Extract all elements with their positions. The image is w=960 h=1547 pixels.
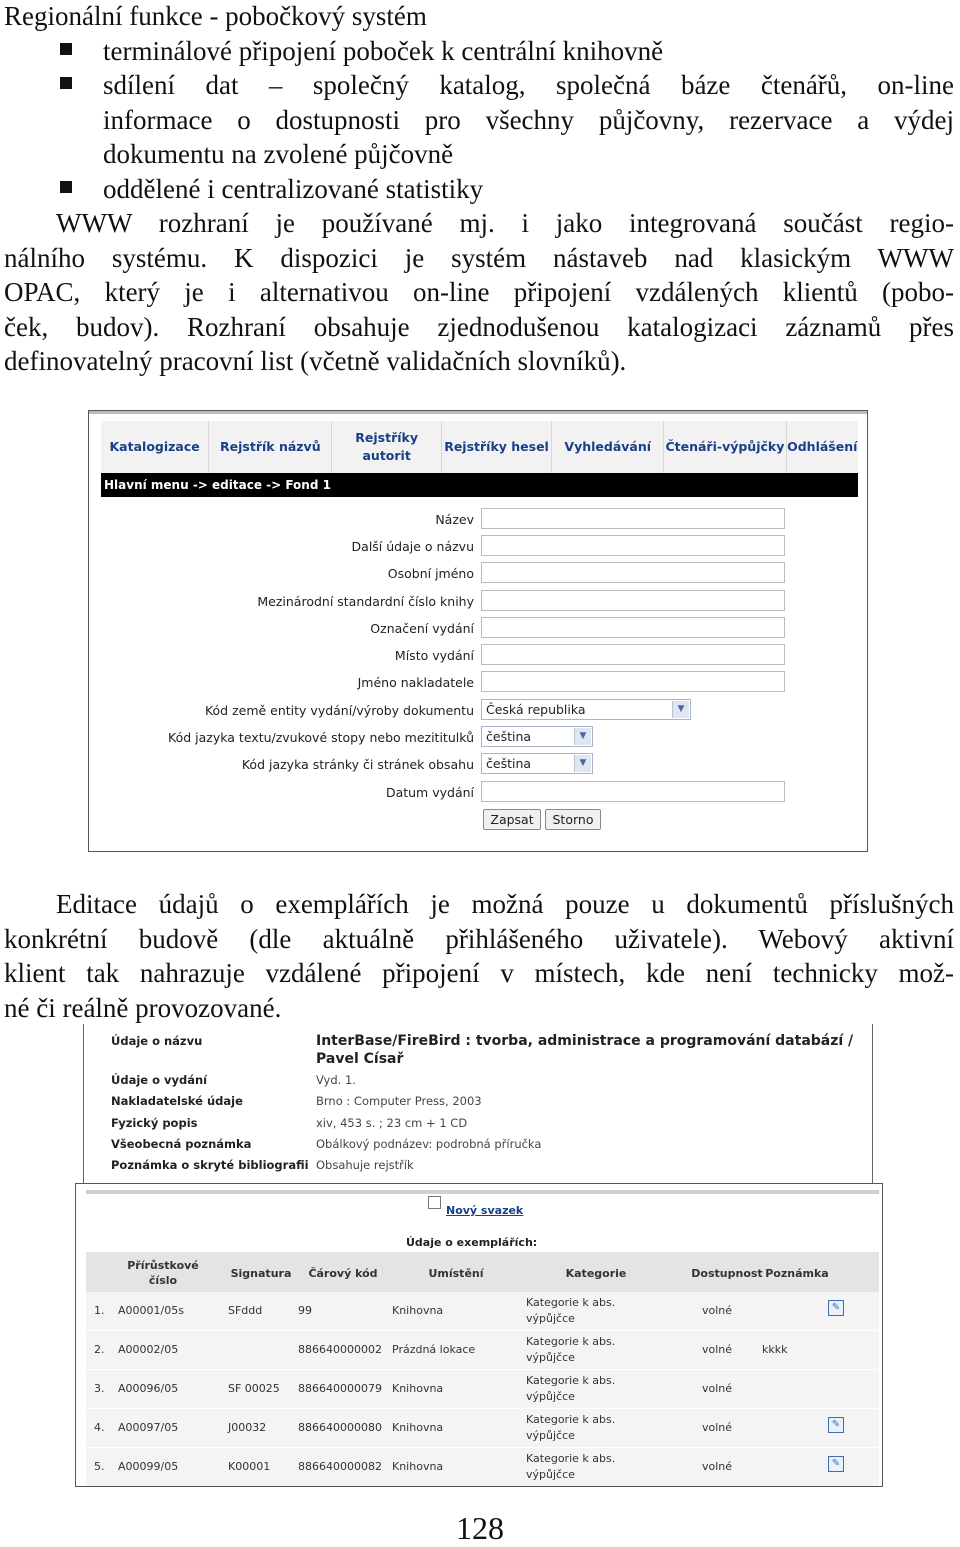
- new-volume-checkbox[interactable]: [428, 1196, 441, 1209]
- middle-text: [4, 887, 954, 1025]
- subtitle-input[interactable]: [481, 535, 785, 556]
- copies-table-screenshot: [75, 1183, 883, 1487]
- row-number: 5.: [94, 1460, 105, 1473]
- edit-icon[interactable]: ✎: [828, 1300, 844, 1316]
- record-field-label: Poznámka o skryté bibliografii: [111, 1158, 309, 1172]
- catalog-form: [89, 411, 867, 851]
- publisher-input[interactable]: [481, 671, 785, 692]
- window-top-border: [86, 1190, 879, 1194]
- isbn-input[interactable]: [481, 590, 785, 611]
- bullet-text: informace o dostupnosti pro všechny půjčovny, rezervace a výdej: [103, 104, 954, 135]
- paragraph-line: Editace údajů o exemplářích je možná pouze u dokumentů příslušných: [56, 889, 954, 919]
- page-number: 128: [456, 1510, 504, 1546]
- category: výpůjčce: [526, 1312, 575, 1325]
- barcode: 886640000082: [298, 1460, 382, 1473]
- bullet-square-icon: [60, 181, 72, 193]
- record-author: Pavel Císař: [316, 1051, 404, 1067]
- field-label: Další údaje o názvu: [351, 539, 474, 554]
- chevron-down-icon[interactable]: ▼: [574, 755, 591, 772]
- record-field-value: Obsahuje rejstřík: [316, 1158, 414, 1172]
- menu-item-rejstriky-autorit[interactable]: Rejstříky autorit: [332, 421, 442, 473]
- record-field-value: Obálkový podnázev: podrobná příručka: [316, 1137, 542, 1151]
- field-label: Místo vydání: [394, 648, 474, 663]
- field-label: Kód země entity vydání/výroby dokumentu: [204, 703, 474, 718]
- menu-item-rejstriky-hesel[interactable]: Rejstříky hesel: [442, 421, 552, 473]
- availability: volné: [702, 1382, 733, 1395]
- field-label: Jméno nakladatele: [357, 675, 474, 690]
- category: Kategorie k abs.: [526, 1452, 616, 1465]
- accession-number: A00096/05: [118, 1382, 179, 1395]
- record-title: [316, 1032, 853, 1068]
- title-input[interactable]: [481, 508, 785, 529]
- edition-input[interactable]: [481, 617, 785, 638]
- menu-item-katalogizace[interactable]: Katalogizace: [101, 421, 209, 473]
- row-number: 1.: [94, 1304, 105, 1317]
- section-title: Regionální funkce - pobočkový systém: [4, 1, 427, 31]
- barcode: 886640000079: [298, 1382, 382, 1395]
- location: Knihovna: [392, 1460, 444, 1473]
- paragraph-line: definovatelný pracovní list (včetně validačních slovníků).: [4, 346, 627, 376]
- column-header: Dostupnost: [691, 1267, 763, 1280]
- edit-icon[interactable]: ✎: [828, 1456, 844, 1472]
- contents-language-value: čeština: [486, 756, 532, 771]
- field-label: Osobní jméno: [387, 566, 474, 581]
- paragraph-line: konkrétní budově (dle aktuálně přihlášeného uživatele). Webový aktivní: [4, 923, 954, 954]
- field-label: Datum vydání: [385, 785, 474, 800]
- record-field-value: Brno : Computer Press, 2003: [316, 1094, 482, 1108]
- category: výpůjčce: [526, 1468, 575, 1481]
- record-field-label: Fyzický popis: [111, 1116, 198, 1130]
- location: Knihovna: [392, 1421, 444, 1434]
- column-header: Poznámka: [765, 1267, 829, 1280]
- row-number: 4.: [94, 1421, 105, 1434]
- paragraph-line: OPAC, který je i alternativou on-line připojení vzdálených klientů (pobo-: [4, 277, 954, 307]
- accession-number: A00097/05: [118, 1421, 179, 1434]
- bullet-text: oddělené i centralizované statistiky: [103, 173, 484, 204]
- edit-icon[interactable]: ✎: [828, 1417, 844, 1433]
- paragraph-line: nálního systému. K dispozici je systém nástaveb nad klasickým WWW: [4, 242, 954, 273]
- table-row: [86, 1370, 879, 1409]
- table-row: [86, 1409, 879, 1448]
- barcode: 99: [298, 1304, 312, 1317]
- personal-name-input[interactable]: [481, 562, 785, 583]
- record-title-line: InterBase/FireBird : tvorba, administrace a programování databází /: [316, 1033, 854, 1049]
- text-language-value: čeština: [486, 729, 532, 744]
- note: kkkk: [762, 1343, 788, 1356]
- barcode: 886640000080: [298, 1421, 382, 1434]
- column-header: Signatura: [230, 1267, 292, 1280]
- column-header: Umístění: [428, 1267, 484, 1280]
- field-label: Kód jazyka stránky či stránek obsahu: [241, 757, 474, 772]
- row-number: 3.: [94, 1382, 105, 1395]
- category: Kategorie k abs.: [526, 1296, 616, 1309]
- new-volume-link[interactable]: Nový svazek: [446, 1204, 524, 1217]
- signature: SF 00025: [228, 1382, 280, 1395]
- record-field-label: Nakladatelské údaje: [111, 1094, 243, 1108]
- breadcrumb: Hlavní menu -> editace -> Fond 1: [101, 473, 858, 497]
- save-button[interactable]: Zapsat: [483, 809, 541, 830]
- paragraph-line: né či reálně provozované.: [4, 992, 282, 1023]
- signature: K00001: [228, 1460, 271, 1473]
- menu-item-ctenari-vypujcky[interactable]: Čtenáři-výpůjčky: [664, 421, 786, 473]
- availability: volné: [702, 1304, 733, 1317]
- field-label: Označení vydání: [370, 621, 474, 636]
- cancel-button[interactable]: Storno: [545, 809, 601, 830]
- table-row: [86, 1292, 879, 1331]
- field-label: Název: [435, 512, 474, 527]
- location: Knihovna: [392, 1382, 444, 1395]
- intro-text: [4, 0, 954, 379]
- bullet-square-icon: [60, 43, 72, 55]
- date-input[interactable]: [481, 781, 785, 802]
- record-field-label: Údaje o vydání: [111, 1073, 208, 1087]
- record-field-value: xiv, 453 s. ; 23 cm + 1 CD: [316, 1116, 468, 1130]
- bullet-text: dokumentu na zvolené půjčovně: [103, 139, 454, 169]
- category: Kategorie k abs.: [526, 1413, 616, 1426]
- location: Prázdná lokace: [392, 1343, 476, 1356]
- bullet-square-icon: [60, 77, 72, 89]
- table-caption: Údaje o exemplářích:: [406, 1236, 538, 1249]
- barcode: 886640000002: [298, 1343, 382, 1356]
- column-header: Přírůstkové číslo: [127, 1259, 199, 1287]
- accession-number: A00002/05: [118, 1343, 179, 1356]
- chevron-down-icon[interactable]: ▼: [672, 701, 689, 718]
- text-language-select[interactable]: [481, 726, 593, 747]
- chevron-down-icon[interactable]: ▼: [574, 728, 591, 745]
- availability: volné: [702, 1460, 733, 1473]
- category: Kategorie k abs.: [526, 1335, 616, 1348]
- column-header: Kategorie: [565, 1267, 627, 1280]
- record-field-value: Vyd. 1.: [316, 1073, 356, 1087]
- paragraph-line: WWW rozhraní je používané mj. i jako integrovaná součást regio-: [56, 208, 954, 238]
- accession-number: A00099/05: [118, 1460, 179, 1473]
- contents-language-select[interactable]: [481, 753, 593, 774]
- place-input[interactable]: [481, 644, 785, 665]
- category: výpůjčce: [526, 1429, 575, 1442]
- signature: SFddd: [228, 1304, 263, 1317]
- field-label: Mezinárodní standardní číslo knihy: [257, 594, 474, 609]
- column-header: Čárový kód: [308, 1267, 378, 1280]
- accession-number: A00001/05s: [118, 1304, 184, 1317]
- location: Knihovna: [392, 1304, 444, 1317]
- record-field-label: Všeobecná poznámka: [111, 1137, 252, 1151]
- country-select-value: Česká republika: [486, 702, 586, 717]
- availability: volné: [702, 1421, 733, 1434]
- category: výpůjčce: [526, 1390, 575, 1403]
- table-row: [86, 1448, 879, 1487]
- category: výpůjčce: [526, 1351, 575, 1364]
- paragraph-line: klient tak nahrazuje vzdálené připojení v místech, kde není technicky mož-: [4, 958, 954, 988]
- field-label: Kód jazyka textu/zvukové stopy nebo mezititulků: [168, 730, 474, 745]
- menu-item-vyhledavani[interactable]: Vyhledávání: [552, 421, 664, 473]
- table-row: [86, 1331, 879, 1370]
- menu-item-odhlaseni[interactable]: Odhlášení: [787, 439, 858, 454]
- record-field-label: Údaje o názvu: [111, 1034, 203, 1048]
- bullet-text: terminálové připojení poboček k centrální knihovně: [103, 35, 664, 66]
- catalog-form-screenshot: [88, 410, 868, 852]
- category: Kategorie k abs.: [526, 1374, 616, 1387]
- row-number: 2.: [94, 1343, 105, 1356]
- record-detail-screenshot: [83, 1024, 873, 1184]
- signature: J00032: [228, 1421, 267, 1434]
- bullet-text: sdílení dat – společný katalog, společná báze čtenářů, on-line: [103, 70, 954, 100]
- menu-item-rejstrik-nazvu[interactable]: Rejstřík názvů: [209, 421, 332, 473]
- availability: volné: [702, 1343, 733, 1356]
- paragraph-line: ček, budov). Rozhraní obsahuje zjednodušenou katalogizaci záznamů přes: [4, 311, 954, 342]
- country-select[interactable]: [481, 699, 691, 720]
